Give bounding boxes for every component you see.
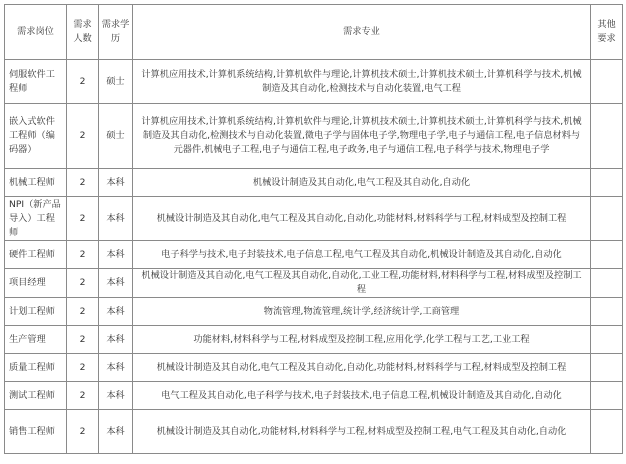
cell-position: 计划工程师 xyxy=(5,298,67,326)
cell-position: 测试工程师 xyxy=(5,382,67,410)
cell-major: 电子科学与技术,电子封装技术,电子信息工程,电气工程及其自动化,机械设计制造及其自动化,自动化 xyxy=(133,241,591,269)
cell-position: 质量工程师 xyxy=(5,354,67,382)
table-row xyxy=(5,269,623,298)
cell-education: 本科 xyxy=(99,269,133,298)
cell-education: 本科 xyxy=(99,326,133,354)
cell-major: 机械设计制造及其自动化,功能材料,材料科学与工程,材料成型及控制工程,电气工程及其自动化,自动化 xyxy=(133,410,591,454)
cell-education: 本科 xyxy=(99,241,133,269)
header-position: 需求岗位 xyxy=(5,5,67,60)
cell-education: 本科 xyxy=(99,382,133,410)
cell-major: 电气工程及其自动化,电子科学与技术,电子封装技术,电子信息工程,机械设计制造及其自动化,自动化 xyxy=(133,382,591,410)
table-row xyxy=(5,197,623,241)
recruitment-table-container xyxy=(4,4,622,454)
cell-position: 嵌入式软件工程师（编码器） xyxy=(5,104,67,169)
cell-education: 本科 xyxy=(99,298,133,326)
table-row xyxy=(5,104,623,169)
cell-position: NPI（新产品导入）工程师 xyxy=(5,197,67,241)
recruitment-table xyxy=(4,4,623,454)
cell-education: 硕士 xyxy=(99,104,133,169)
table-row xyxy=(5,326,623,354)
cell-position: 销售工程师 xyxy=(5,410,67,454)
cell-count: 2 xyxy=(67,326,99,354)
table-body xyxy=(5,60,623,454)
table-row xyxy=(5,298,623,326)
table-row xyxy=(5,382,623,410)
cell-other xyxy=(591,60,623,104)
cell-count: 2 xyxy=(67,354,99,382)
header-other: 其他要求 xyxy=(591,5,623,60)
cell-major: 机械设计制造及其自动化,电气工程及其自动化,自动化,功能材料,材料科学与工程,材料成型及控制工程 xyxy=(133,354,591,382)
cell-count: 2 xyxy=(67,104,99,169)
cell-major: 物流管理,物流管理,统计学,经济统计学,工商管理 xyxy=(133,298,591,326)
table-header xyxy=(5,5,623,60)
cell-other xyxy=(591,326,623,354)
header-education: 需求学历 xyxy=(99,5,133,60)
cell-education: 本科 xyxy=(99,410,133,454)
cell-count: 2 xyxy=(67,269,99,298)
table-row xyxy=(5,60,623,104)
cell-education: 硕士 xyxy=(99,60,133,104)
table-row xyxy=(5,410,623,454)
cell-other xyxy=(591,104,623,169)
cell-other xyxy=(591,269,623,298)
cell-count: 2 xyxy=(67,60,99,104)
cell-other xyxy=(591,197,623,241)
cell-other xyxy=(591,354,623,382)
cell-count: 2 xyxy=(67,382,99,410)
cell-count: 2 xyxy=(67,169,99,197)
cell-position: 生产管理 xyxy=(5,326,67,354)
cell-count: 2 xyxy=(67,410,99,454)
cell-count: 2 xyxy=(67,197,99,241)
cell-major: 机械设计制造及其自动化,电气工程及其自动化,自动化 xyxy=(133,169,591,197)
cell-other xyxy=(591,410,623,454)
cell-other xyxy=(591,382,623,410)
table-row xyxy=(5,169,623,197)
cell-count: 2 xyxy=(67,241,99,269)
cell-position: 机械工程师 xyxy=(5,169,67,197)
cell-education: 本科 xyxy=(99,354,133,382)
cell-other xyxy=(591,298,623,326)
cell-major: 机械设计制造及其自动化,电气工程及其自动化,自动化,功能材料,材料科学与工程,材料成型及控制工程 xyxy=(133,197,591,241)
cell-major: 功能材料,材料科学与工程,材料成型及控制工程,应用化学,化学工程与工艺,工业工程 xyxy=(133,326,591,354)
header-major: 需求专业 xyxy=(133,5,591,60)
cell-other xyxy=(591,169,623,197)
cell-major: 计算机应用技术,计算机系统结构,计算机软件与理论,计算机技术硕士,计算机技术硕士,计算机科学与技术,机械制造及其自动化,检测技术与自动化装置,微电子学与固体电子学,物理电子学,电子与通信工程,电子信息材料与元器件,机械电子工程,电子与通信工程,电子政务,电子与通信工程,电子科学与技术,物理电子学 xyxy=(133,104,591,169)
cell-position: 伺服软件工程师 xyxy=(5,60,67,104)
cell-position: 硬件工程师 xyxy=(5,241,67,269)
cell-other xyxy=(591,241,623,269)
table-row xyxy=(5,241,623,269)
cell-education: 本科 xyxy=(99,169,133,197)
cell-position: 项目经理 xyxy=(5,269,67,298)
cell-major: 计算机应用技术,计算机系统结构,计算机软件与理论,计算机技术硕士,计算机技术硕士,计算机科学与技术,机械制造及其自动化,检测技术与自动化装置,电气工程 xyxy=(133,60,591,104)
header-row xyxy=(5,5,623,60)
table-row xyxy=(5,354,623,382)
cell-major: 机械设计制造及其自动化,电气工程及其自动化,自动化,工业工程,功能材料,材料科学与工程,材料成型及控制工程 xyxy=(133,269,591,298)
cell-education: 本科 xyxy=(99,197,133,241)
header-count: 需求人数 xyxy=(67,5,99,60)
cell-count: 2 xyxy=(67,298,99,326)
